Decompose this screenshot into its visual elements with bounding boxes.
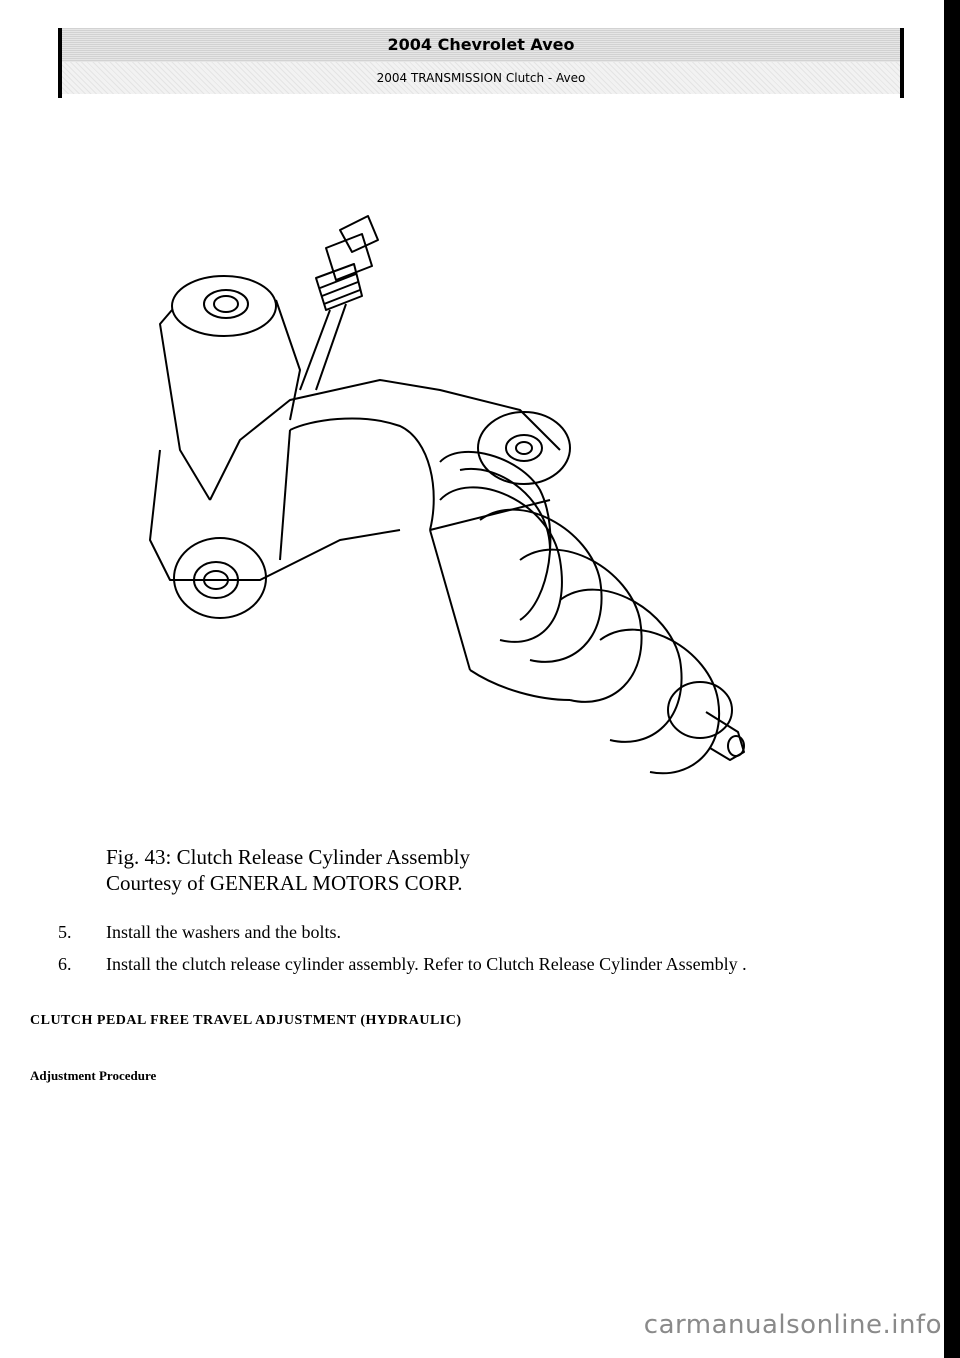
step-text: Install the clutch release cylinder assembly. Refer to Clutch Release Cylinder Assembly . bbox=[106, 954, 747, 974]
figure-caption bbox=[106, 844, 470, 896]
cylinder-body bbox=[150, 380, 560, 580]
procedure-steps bbox=[58, 918, 858, 982]
caption-credit: Courtesy of GENERAL MOTORS CORP. bbox=[106, 871, 463, 895]
step-item bbox=[58, 918, 858, 946]
header-subtitle: 2004 TRANSMISSION Clutch - Aveo bbox=[62, 62, 900, 94]
step-text: Install the washers and the bolts. bbox=[106, 922, 341, 942]
subsection-title: Adjustment Procedure bbox=[30, 1068, 157, 1083]
step-number: 6. bbox=[58, 954, 72, 974]
header-title: 2004 Chevrolet Aveo bbox=[62, 28, 900, 62]
step-item bbox=[58, 950, 858, 978]
document-header bbox=[58, 28, 904, 98]
page-edge-bar bbox=[944, 0, 960, 1358]
mounting-ear-lower bbox=[174, 538, 266, 618]
inlet-port bbox=[160, 276, 300, 500]
clutch-release-cylinder-illustration bbox=[140, 200, 780, 800]
caption-title: Fig. 43: Clutch Release Cylinder Assembly bbox=[106, 845, 470, 869]
section-title: CLUTCH PEDAL FREE TRAVEL ADJUSTMENT (HYDRAULIC) bbox=[30, 1013, 462, 1028]
dust-boot bbox=[430, 452, 719, 773]
step-number: 5. bbox=[58, 922, 72, 942]
bleeder-screw bbox=[300, 216, 378, 390]
site-watermark: carmanualsonline.info bbox=[643, 1310, 942, 1340]
